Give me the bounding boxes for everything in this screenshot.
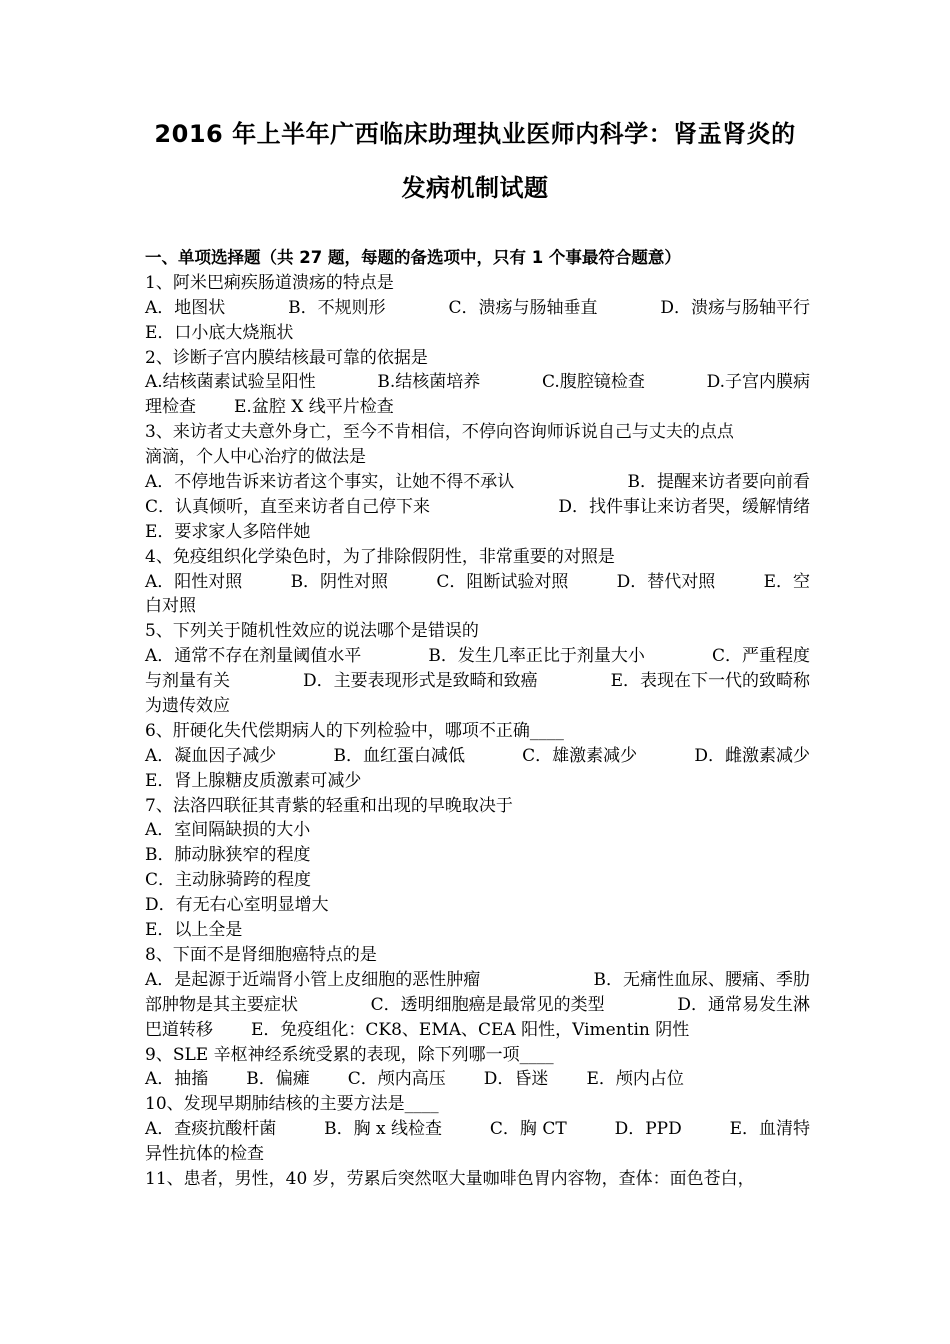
q8-option-d-cont: 巴道转移 (145, 1019, 213, 1040)
question-10-options (145, 1117, 810, 1142)
q6-option-c: C．雄激素减少 (522, 745, 638, 766)
q3-option-b: B．提醒来访者要向前看 (627, 472, 810, 493)
q7-option-c: C．主动脉骑跨的程度 (145, 870, 312, 891)
q8-option-b: B．无痛性血尿、腰痛、季肋 (593, 969, 810, 990)
q10-option-d: D．PPD (614, 1119, 682, 1140)
question-6-stem: 6、肝硬化失代偿期病人的下列检验中，哪项不正确____ (145, 720, 564, 741)
q3-option-e: E．要求家人多陪伴她 (145, 521, 311, 542)
q5-option-b: B．发生几率正比于剂量大小 (428, 646, 645, 667)
q7-option-d: D．有无右心室明显增大 (145, 895, 329, 916)
question-10-stem: 10、发现早期肺结核的主要方法是____ (145, 1094, 439, 1115)
q6-option-e: E．肾上腺糖皮质激素可减少 (145, 770, 362, 791)
question-2-options (145, 370, 810, 395)
question-1-options (145, 296, 810, 321)
question-9-stem: 9、SLE 辛枢神经系统受累的表现，除下列哪一项____ (145, 1044, 554, 1065)
q7-option-e: E．以上全是 (145, 920, 243, 941)
q4-option-c: C．阻断试验对照 (436, 571, 569, 592)
question-3-stem-cont: 滴滴，个人中心治疗的做法是 (145, 447, 366, 468)
q1-option-b: B．不规则形 (288, 297, 386, 318)
q6-option-d: D．雌激素减少 (694, 745, 810, 766)
q9-option-a: A．抽搐 (145, 1069, 209, 1090)
question-5-options-2 (145, 669, 810, 694)
q5-option-e-cont: 为遗传效应 (145, 696, 230, 717)
q8-option-e: E．免疫组化：CK8、EMA、CEA 阳性，Vimentin 阴性 (251, 1019, 690, 1040)
q1-option-d: D．溃疡与肠轴平行 (660, 297, 810, 318)
q10-option-b: B．胸 x 线检查 (324, 1119, 443, 1140)
question-8-stem: 8、下面不是肾细胞癌特点的是 (145, 944, 377, 965)
question-5-stem: 5、下列关于随机性效应的说法哪个是错误的 (145, 621, 479, 642)
q9-option-b: B．偏瘫 (246, 1069, 310, 1090)
q1-option-a: A．地图状 (145, 297, 226, 318)
question-3-options-2 (145, 495, 810, 520)
q8-option-c: C．透明细胞癌是最常见的类型 (370, 994, 605, 1015)
question-2-options-cont (145, 395, 810, 420)
q1-option-e: E．口小底大烧瓶状 (145, 322, 294, 343)
section-heading: 一、单项选择题（共 27 题，每题的备选项中，只有 1 个事最符合题意） (145, 248, 681, 267)
q2-option-c: C.腹腔镜检查 (542, 372, 645, 393)
q3-option-a: A．不停地告诉来访者这个事实，让她不得不承认 (145, 472, 515, 493)
question-8-options (145, 968, 810, 993)
q4-option-d: D．替代对照 (616, 571, 716, 592)
q2-option-e: E.盆腔 X 线平片检查 (234, 397, 394, 418)
question-8-options-2 (145, 993, 810, 1018)
q4-option-a: A．阳性对照 (145, 571, 243, 592)
question-3-options (145, 470, 810, 495)
question-8-options-3 (145, 1018, 810, 1043)
q2-option-d: D.子宫内膜病 (706, 372, 810, 393)
question-5-options (145, 644, 810, 669)
question-4-options (145, 570, 810, 595)
q2-option-a: A.结核菌素试验呈阳性 (145, 372, 316, 393)
q9-option-c: C．颅内高压 (347, 1069, 446, 1090)
q4-option-b: B．阴性对照 (290, 571, 389, 592)
q5-option-d: D．主要表现形式是致畸和致癌 (302, 671, 538, 692)
q1-option-c: C．溃疡与肠轴垂直 (448, 297, 598, 318)
q7-option-a: A．室间隔缺损的大小 (145, 820, 311, 841)
q5-option-e: E．表现在下一代的致畸称 (610, 671, 810, 692)
question-1-stem: 1、阿米巴痢疾肠道溃疡的特点是 (145, 272, 394, 293)
question-11-stem: 11、患者，男性，40 岁，劳累后突然呕大量咖啡色胃内容物，查体：面色苍白， (145, 1168, 755, 1189)
question-3-stem: 3、来访者丈夫意外身亡，至今不肯相信，不停向咨询师诉说自己与丈夫的点点 (145, 422, 734, 443)
q5-option-c-cont: 与剂量有关 (145, 671, 230, 692)
q10-option-c: C．胸 CT (489, 1119, 567, 1140)
q8-option-b-cont: 部肿物是其主要症状 (145, 994, 298, 1015)
q10-option-a: A．查痰抗酸杆菌 (145, 1119, 277, 1140)
q5-option-c: C．严重程度 (711, 646, 810, 667)
q10-option-e: E．血清特 (729, 1119, 810, 1140)
q6-option-a: A．凝血因子减少 (145, 745, 277, 766)
q6-option-b: B．血红蛋白减低 (333, 745, 465, 766)
document-title-line1: 2016 年上半年广西临床助理执业医师内科学：肾盂肾炎的 (154, 120, 796, 148)
q9-option-d: D．昏迷 (483, 1069, 549, 1090)
q8-option-d: D．通常易发生淋 (677, 994, 810, 1015)
q4-option-e: E．空 (763, 571, 810, 592)
document-title-line2: 发病机制试题 (401, 174, 549, 202)
q9-option-e: E．颅内占位 (586, 1069, 684, 1090)
q2-option-d-cont: 理检查 (145, 397, 196, 418)
question-4-stem: 4、免疫组织化学染色时，为了排除假阴性，非常重要的对照是 (145, 546, 615, 567)
q5-option-a: A．通常不存在剂量阈值水平 (145, 646, 362, 667)
q2-option-b: B.结核菌培养 (377, 372, 481, 393)
q4-option-e-cont: 白对照 (145, 596, 196, 617)
document-body (145, 246, 810, 1192)
question-6-options (145, 744, 810, 769)
question-9-options (145, 1067, 810, 1092)
q10-option-e-cont: 异性抗体的检查 (145, 1144, 264, 1165)
question-7-stem: 7、法洛四联征其青紫的轻重和出现的早晚取决于 (145, 795, 513, 816)
q3-option-c: C．认真倾听，直至来访者自己停下来 (145, 496, 431, 517)
q7-option-b: B．肺动脉狭窄的程度 (145, 845, 311, 866)
q3-option-d: D．找件事让来访者哭，缓解情绪 (558, 496, 810, 517)
q8-option-a: A．是起源于近端肾小管上皮细胞的恶性肿瘤 (145, 969, 481, 990)
question-2-stem: 2、诊断子宫内膜结核最可靠的依据是 (145, 347, 428, 368)
